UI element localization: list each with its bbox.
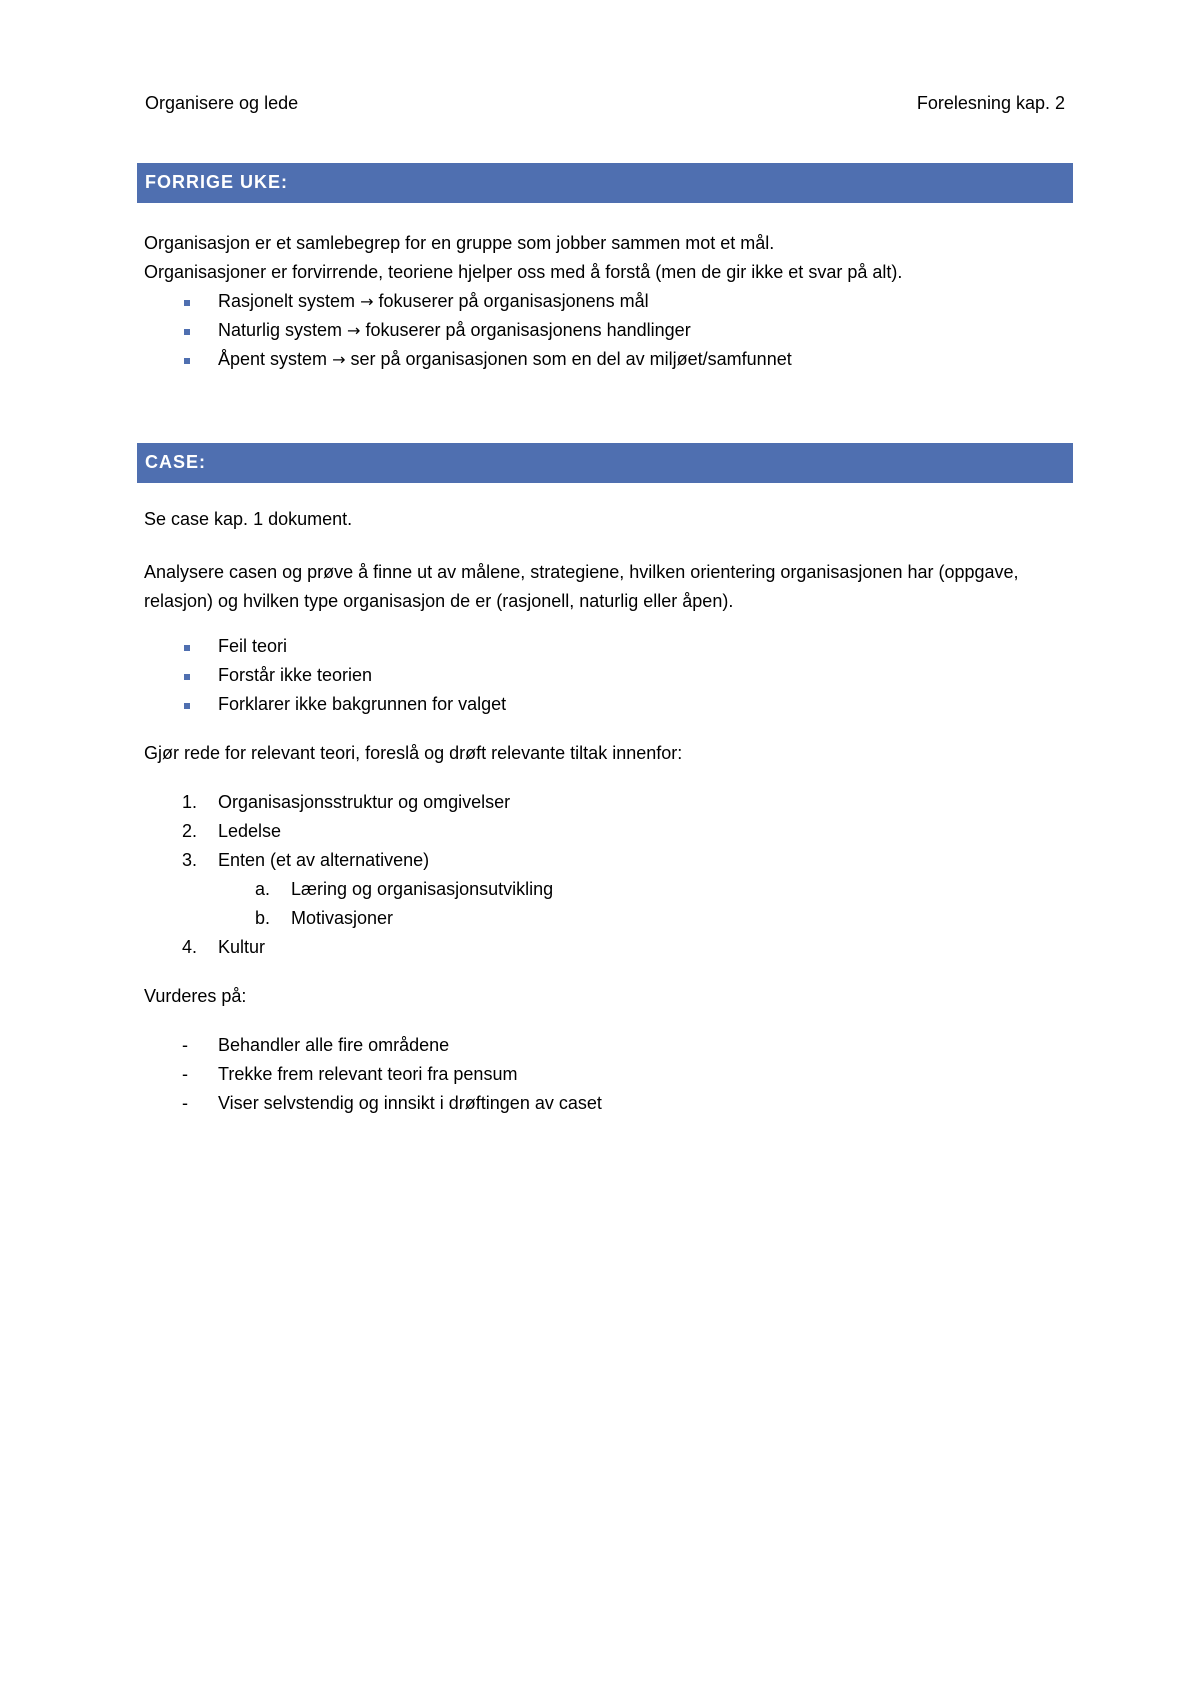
section-body-case [144,509,1064,1122]
list-item: Naturlig system → fokuserer på organisasjonens handlinger [144,320,1064,349]
list-item: Åpent system → ser på organisasjonen som en del av miljøet/samfunnet [144,349,1064,378]
list-item: Rasjonelt system → fokuserer på organisasjonens mål [144,291,1064,320]
paragraph: Organisasjoner er forvirrende, teoriene hjelper oss med å forstå (men de gir ikke et svar på alt). [144,262,903,282]
paragraph: Se case kap. 1 dokument. [144,509,353,529]
error-bullet-list [144,636,1064,723]
square-bullet-icon [184,358,190,364]
list-number: 4. [182,937,198,957]
list-item: 2. Ledelse [182,821,282,841]
dash-marker: - [182,1093,188,1113]
sub-list-item: a. Læring og organisasjonsutvikling [255,879,554,899]
arrow-right-icon: → [347,321,361,340]
list-item: - Viser selvstendig og innsikt i drøftingen av caset [182,1093,602,1113]
paragraph: Organisasjon er et samlebegrep for en gruppe som jobber sammen mot et mål. [144,233,775,253]
list-item: Forklarer ikke bakgrunnen for valget [144,694,1064,723]
header-lecture-label: Forelesning kap. 2 [916,93,1065,113]
paragraph: Gjør rede for relevant teori, foreslå og drøft relevante tiltak innenfor: [144,743,683,763]
list-item: - Behandler alle fire områdene [182,1035,450,1055]
square-bullet-icon [184,645,190,651]
page-header [145,93,1065,115]
list-letter: a. [255,879,271,899]
arrow-right-icon: → [332,350,346,369]
list-item: Feil teori [144,636,1064,665]
list-item: - Trekke frem relevant teori fra pensum [182,1064,518,1084]
dash-list [144,1035,1064,1122]
sub-list-item: b. Motivasjoner [255,908,394,928]
list-number: 2. [182,821,198,841]
numbered-list [144,792,1064,966]
list-item: 1. Organisasjonsstruktur og omgivelser [182,792,511,812]
list-letter: b. [255,908,271,928]
list-number: 3. [182,850,198,870]
list-item: 4. Kultur [182,937,266,957]
section-heading-text: FORRIGE UKE: [145,172,289,193]
header-course-title: Organisere og lede [145,93,299,113]
list-item: 3. Enten (et av alternativene) [182,850,430,870]
system-bullet-list [144,291,1064,378]
list-number: 1. [182,792,198,812]
square-bullet-icon [184,300,190,306]
square-bullet-icon [184,329,190,335]
square-bullet-icon [184,703,190,709]
paragraph: Vurderes på: [144,986,247,1006]
section-body-forrige-uke [144,233,1064,378]
dash-marker: - [182,1064,188,1084]
paragraph: Analysere casen og prøve å finne ut av målene, strategiene, hvilken orientering organisasjonen har (oppgave, relasjon) og hvilken type organisasjon de er (rasjonell, naturlig eller åpen). [144,562,1019,611]
section-heading-forrige-uke [137,163,1073,203]
square-bullet-icon [184,674,190,680]
dash-marker: - [182,1035,188,1055]
list-item: Forstår ikke teorien [144,665,1064,694]
section-heading-text: CASE: [145,452,207,473]
section-heading-case [137,443,1073,483]
arrow-right-icon: → [360,292,374,311]
